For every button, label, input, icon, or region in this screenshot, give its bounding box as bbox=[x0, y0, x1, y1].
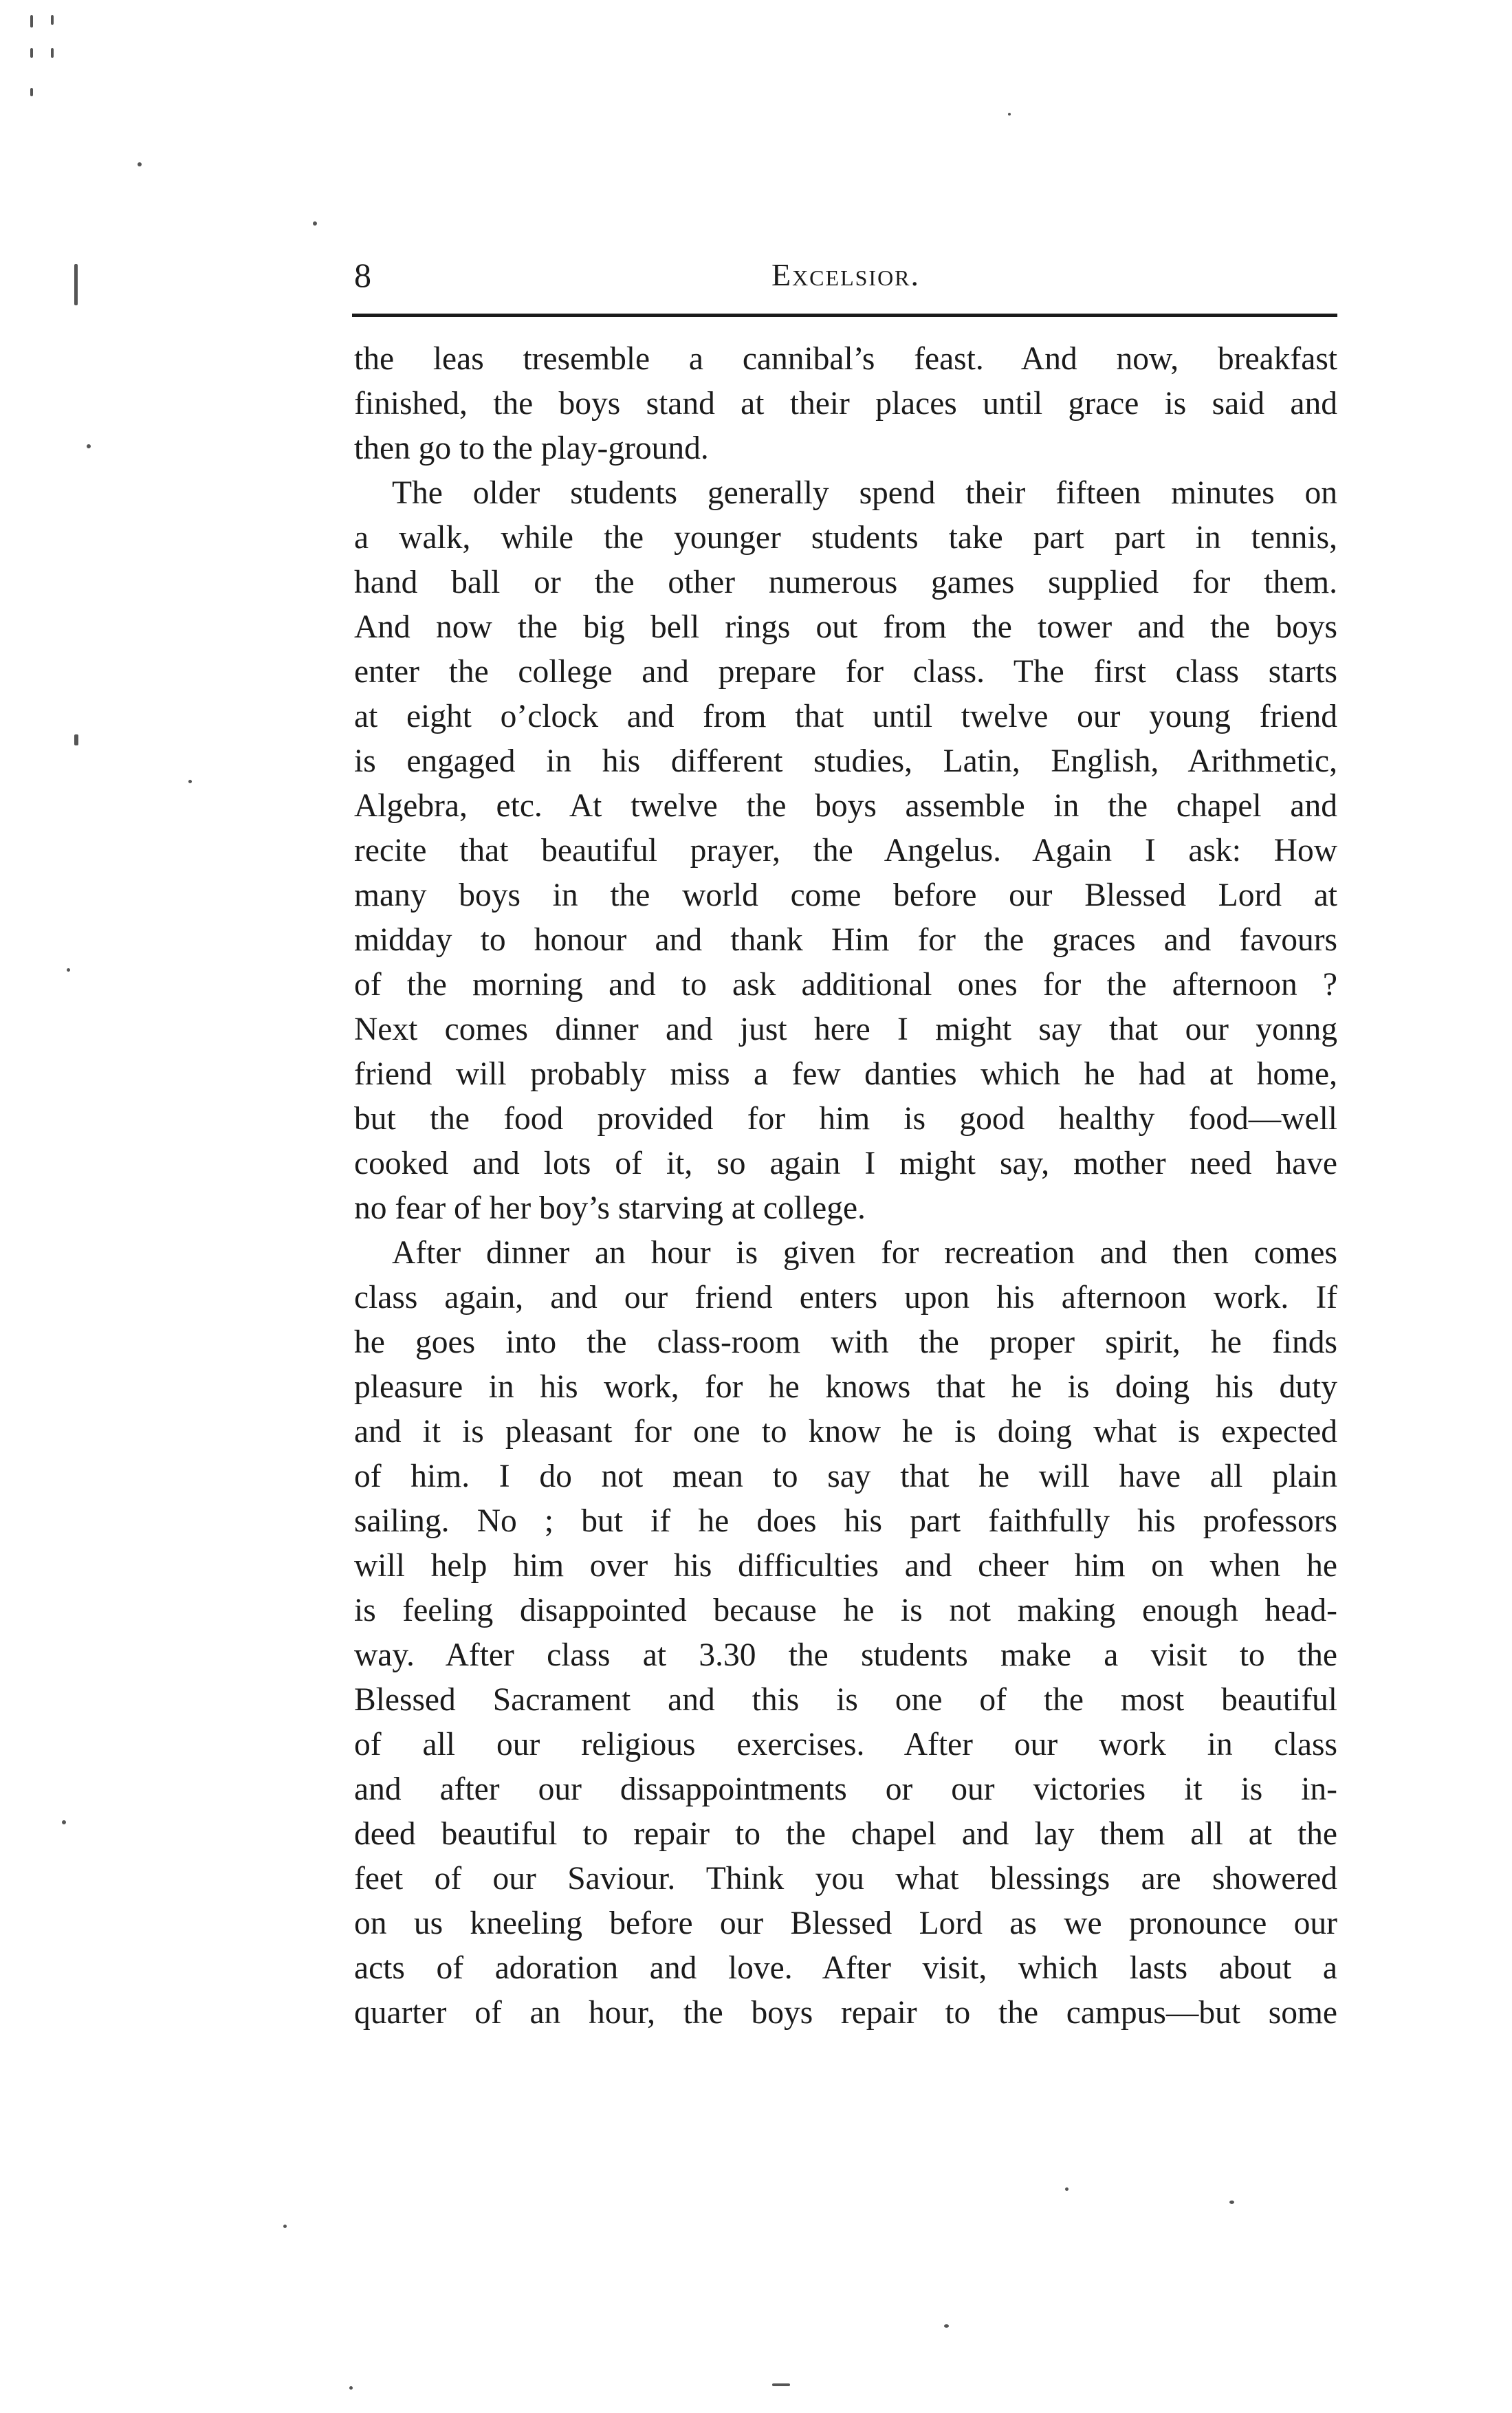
scan-speck bbox=[30, 15, 33, 28]
text-line: midday to honour and thank Him for the graces and favours bbox=[354, 922, 1337, 958]
scan-speck bbox=[772, 2383, 790, 2386]
scan-speck bbox=[313, 221, 317, 226]
text-line: no fear of her boy’s starving at college. bbox=[354, 1190, 866, 1226]
text-line: and it is pleasant for one to know he is doing what is expected bbox=[354, 1414, 1337, 1450]
text-line: quarter of an hour, the boys repair to the campus—but some bbox=[354, 1995, 1337, 2031]
scan-speck bbox=[74, 734, 78, 745]
text-line: friend will probably miss a few danties which he had at home, bbox=[354, 1056, 1337, 1092]
scan-speck bbox=[944, 2324, 949, 2328]
text-line: of all our religious exercises. After our work in class bbox=[354, 1727, 1337, 1762]
text-line: and after our dissappointments or our victories it is in- bbox=[354, 1771, 1337, 1807]
running-head: Excelsior. bbox=[771, 257, 921, 292]
text-line: but the food provided for him is good healthy food—well bbox=[354, 1101, 1337, 1137]
text-line: Blessed Sacrament and this is one of the most beautiful bbox=[354, 1682, 1337, 1718]
text-line: way. After class at 3.30 the students make a visit to the bbox=[354, 1637, 1337, 1673]
scan-speck bbox=[87, 444, 91, 448]
text-line: then go to the play-ground. bbox=[354, 430, 709, 466]
text-line: Next comes dinner and just here I might say that our yonng bbox=[354, 1012, 1337, 1047]
header-rule bbox=[352, 314, 1337, 317]
scan-speck bbox=[138, 162, 142, 166]
page-number: 8 bbox=[354, 256, 371, 294]
text-line: enter the college and prepare for class. The first class starts bbox=[354, 654, 1337, 690]
scan-speck bbox=[1229, 2201, 1234, 2204]
text-line: feet of our Saviour. Think you what blessings are showered bbox=[354, 1861, 1337, 1897]
text-line: will help him over his difficulties and cheer him on when he bbox=[354, 1548, 1337, 1584]
text-line: acts of adoration and love. After visit, which lasts about a bbox=[354, 1950, 1337, 1986]
text-line: a walk, while the younger students take part part in tennis, bbox=[354, 520, 1337, 556]
text-line: is feeling disappointed because he is not making enough head- bbox=[354, 1593, 1337, 1628]
scan-speck bbox=[188, 780, 192, 783]
text-line: pleasure in his work, for he knows that he is doing his duty bbox=[354, 1369, 1337, 1405]
text-line: And now the big bell rings out from the tower and the boys bbox=[354, 609, 1337, 645]
text-line: hand ball or the other numerous games supplied for them. bbox=[354, 565, 1337, 600]
scan-speck bbox=[62, 1820, 66, 1824]
text-line: Algebra, etc. At twelve the boys assemble in the chapel and bbox=[354, 788, 1337, 824]
text-line: of him. I do not mean to say that he will have all plain bbox=[354, 1459, 1337, 1494]
scan-speck bbox=[283, 2225, 287, 2228]
scan-speck bbox=[1008, 113, 1011, 116]
text-line: he goes into the class-room with the proper spirit, he finds bbox=[354, 1324, 1337, 1360]
text-line: on us kneeling before our Blessed Lord as we pronounce our bbox=[354, 1906, 1337, 1941]
scan-speck bbox=[1065, 2187, 1069, 2191]
text-line: at eight o’clock and from that until twelve our young friend bbox=[354, 699, 1337, 734]
text-line: finished, the boys stand at their places until grace is said and bbox=[354, 386, 1337, 422]
text-line: sailing. No ; but if he does his part faithfully his professors bbox=[354, 1503, 1337, 1539]
text-line: recite that beautiful prayer, the Angelus. Again I ask: How bbox=[354, 833, 1337, 869]
page-header bbox=[354, 248, 1337, 303]
body-text bbox=[354, 337, 1337, 2035]
text-line: cooked and lots of it, so again I might say, mother need have bbox=[354, 1146, 1337, 1181]
scan-speck bbox=[349, 2386, 353, 2390]
text-line: the leas tresemble a cannibal’s feast. And now, breakfast bbox=[354, 341, 1337, 377]
text-line: is engaged in his different studies, Latin, English, Arithmetic, bbox=[354, 743, 1337, 779]
text-line: After dinner an hour is given for recreation and then comes bbox=[392, 1235, 1337, 1271]
text-line: of the morning and to ask additional ones for the afternoon ? bbox=[354, 967, 1337, 1003]
text-line: class again, and our friend enters upon his afternoon work. If bbox=[354, 1280, 1337, 1315]
text-line: many boys in the world come before our Blessed Lord at bbox=[354, 877, 1337, 913]
scan-speck bbox=[67, 968, 70, 972]
scan-speck bbox=[51, 48, 54, 58]
text-line: The older students generally spend their fifteen minutes on bbox=[392, 475, 1337, 511]
scan-speck bbox=[30, 88, 33, 96]
scan-speck bbox=[30, 48, 33, 58]
scan-speck bbox=[74, 264, 78, 305]
text-line: deed beautiful to repair to the chapel and lay them all at the bbox=[354, 1816, 1337, 1852]
scan-speck bbox=[51, 15, 54, 25]
